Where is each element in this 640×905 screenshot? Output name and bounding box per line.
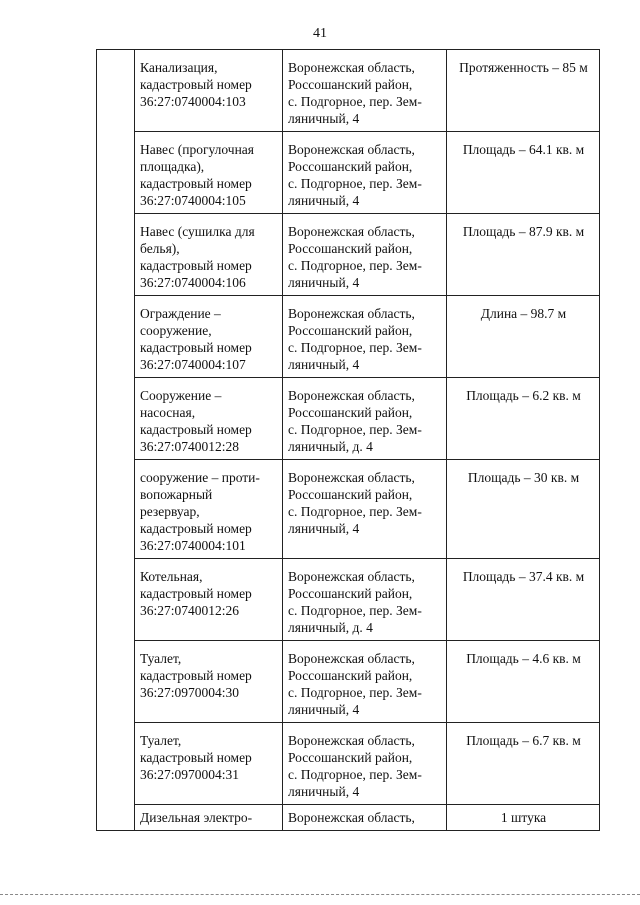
object-name-cell [135,641,283,723]
table-row [97,805,600,831]
object-name: Котельная, кадастровый номер 36:27:0740012:26 [140,569,252,618]
parameter-cell [447,296,600,378]
parameter-cell [447,723,600,805]
parameter-cell [447,641,600,723]
object-parameter: Площадь – 30 кв. м [467,470,580,485]
object-parameter: Площадь – 4.6 кв. м [466,651,581,666]
object-name-cell [135,296,283,378]
object-name-cell [135,460,283,559]
object-parameter: Протяженность – 85 м [459,60,588,75]
object-address: Воронежская область, Россошанский район, с. Подгорное, пер. Зем- ляничный, 4 [288,142,422,208]
object-address: Воронежская область, Россошанский район, с. Подгорное, пер. Зем- ляничный, 4 [288,60,422,126]
object-address: Воронежская область, Россошанский район, с. Подгорное, пер. Зем- ляничный, 4 [288,224,422,290]
parameter-cell [447,132,600,214]
table-row [97,641,600,723]
scan-edge-line [0,894,640,895]
address-cell [283,296,447,378]
address-cell [283,559,447,641]
object-name: Дизельная электро- [140,810,253,825]
table-row [97,214,600,296]
object-address: Воронежская область, Россошанский район, с. Подгорное, пер. Зем- ляничный, 4 [288,651,422,717]
object-parameter: Площадь – 6.7 кв. м [466,733,581,748]
table-row [97,132,600,214]
object-name: сооружение – проти- вопожарный резервуар, кадастровый номер 36:27:0740004:101 [140,470,260,553]
object-address: Воронежская область, Россошанский район, с. Подгорное, пер. Зем- ляничный, д. 4 [288,569,422,635]
object-parameter: 1 штука [500,810,547,825]
table-row [97,50,600,132]
object-name: Сооружение – насосная, кадастровый номер 36:27:0740012:28 [140,388,252,454]
table-row [97,296,600,378]
object-name-cell [135,805,283,831]
object-address: Воронежская область, [288,810,415,825]
parameter-cell [447,460,600,559]
object-address: Воронежская область, Россошанский район, с. Подгорное, пер. Зем- ляничный, д. 4 [288,388,422,454]
property-table-body [97,50,600,831]
object-parameter: Площадь – 6.2 кв. м [466,388,581,403]
property-table [96,49,600,831]
table-row [97,559,600,641]
object-name-cell [135,50,283,132]
object-parameter: Площадь – 87.9 кв. м [462,224,585,239]
object-name: Навес (прогулочная площадка), кадастровый номер 36:27:0740004:105 [140,142,254,208]
object-name: Навес (сушилка для белья), кадастровый номер 36:27:0740004:106 [140,224,255,290]
row-number-cell [97,50,135,831]
address-cell [283,132,447,214]
table-row [97,378,600,460]
object-address: Воронежская область, Россошанский район, с. Подгорное, пер. Зем- ляничный, 4 [288,470,422,536]
object-name: Ограждение – сооружение, кадастровый номер 36:27:0740004:107 [140,306,252,372]
address-cell [283,641,447,723]
parameter-cell [447,378,600,460]
object-address: Воронежская область, Россошанский район, с. Подгорное, пер. Зем- ляничный, 4 [288,306,422,372]
object-name: Канализация, кадастровый номер 36:27:0740004:103 [140,60,252,109]
object-name-cell [135,723,283,805]
object-parameter: Площадь – 37.4 кв. м [462,569,585,584]
object-name-cell [135,132,283,214]
object-name-cell [135,378,283,460]
address-cell [283,378,447,460]
object-address: Воронежская область, Россошанский район, с. Подгорное, пер. Зем- ляничный, 4 [288,733,422,799]
object-parameter: Площадь – 64.1 кв. м [462,142,585,157]
object-name: Туалет, кадастровый номер 36:27:0970004:30 [140,651,252,700]
parameter-cell [447,805,600,831]
address-cell [283,50,447,132]
object-parameter: Длина – 98.7 м [480,306,567,321]
object-name-cell [135,559,283,641]
address-cell [283,214,447,296]
address-cell [283,723,447,805]
address-cell [283,805,447,831]
parameter-cell [447,50,600,132]
object-name-cell [135,214,283,296]
table-row [97,723,600,805]
table-row [97,460,600,559]
address-cell [283,460,447,559]
parameter-cell [447,559,600,641]
parameter-cell [447,214,600,296]
page-number: 41 [313,26,327,41]
object-name: Туалет, кадастровый номер 36:27:0970004:31 [140,733,252,782]
